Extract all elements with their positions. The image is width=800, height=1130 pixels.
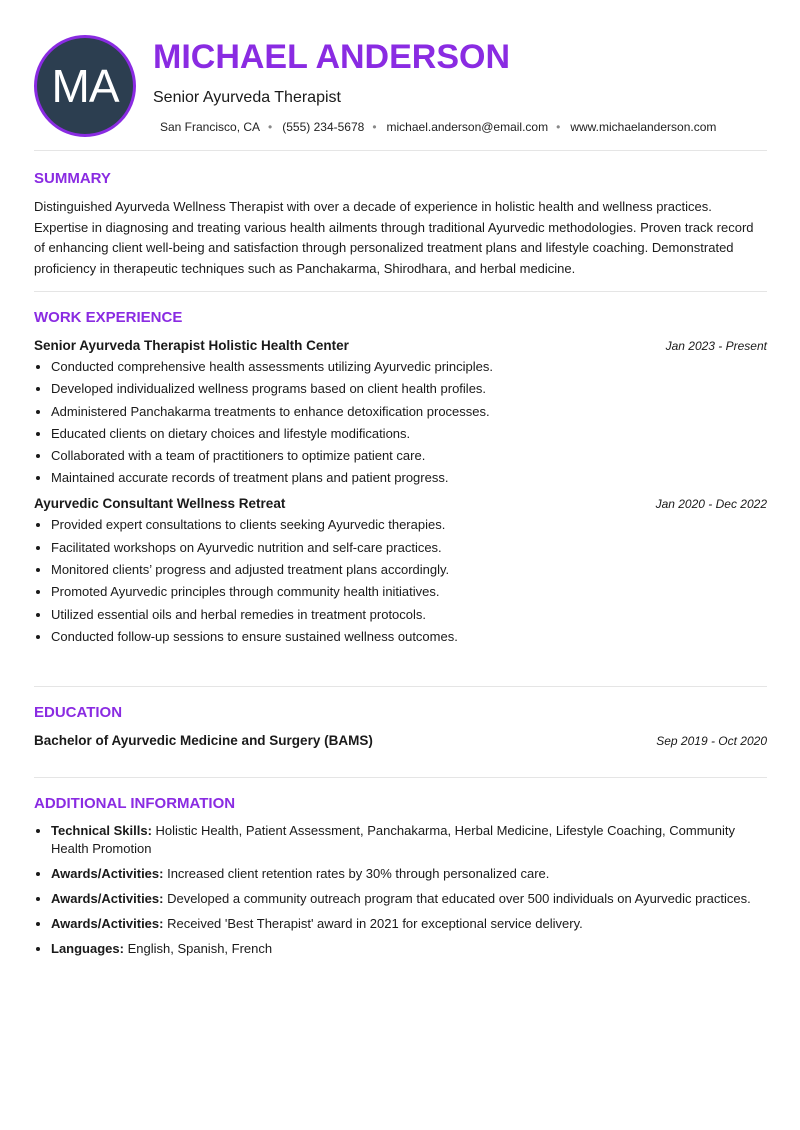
item-label: Awards/Activities: <box>51 916 164 931</box>
additional-item <box>51 915 767 933</box>
job-bullet: • Conducted follow-up sessions to ensure sustained wellness outcomes. <box>51 628 767 646</box>
job-bullet: • Facilitated workshops on Ayurvedic nutrition and self-care practices. <box>51 539 767 557</box>
job-bullet: • Maintained accurate records of treatment plans and patient progress. <box>51 469 767 487</box>
divider <box>34 291 767 292</box>
additional-item <box>51 940 767 958</box>
divider <box>34 777 767 778</box>
item-text: English, Spanish, French <box>123 941 273 956</box>
job-role: Senior Ayurveda Therapist Holistic Health Center <box>34 338 349 353</box>
section-heading: SUMMARY <box>34 170 111 187</box>
job-bullet: • Conducted comprehensive health assessments utilizing Ayurvedic principles. <box>51 358 767 376</box>
additional-item <box>51 822 767 858</box>
job-entry <box>34 338 767 487</box>
education-section <box>34 704 767 748</box>
avatar: MA <box>34 35 136 137</box>
job-bullet: • Promoted Ayurvedic principles through community health initiatives. <box>51 583 767 601</box>
job-bullet: • Administered Panchakarma treatments to enhance detoxification processes. <box>51 403 767 421</box>
job-entry <box>34 496 767 645</box>
contact-location: San Francisco, CA <box>160 120 261 134</box>
item-text: Holistic Health, Patient Assessment, Panchakarma, Herbal Medicine, Lifestyle Coaching, Community Health Promotion <box>51 823 736 856</box>
separator-dot: • <box>268 120 273 134</box>
contact-phone: (555) 234-5678 <box>282 120 365 134</box>
divider <box>34 150 767 151</box>
job-bullet: • Monitored clients’ progress and adjusted treatment plans accordingly. <box>51 561 767 579</box>
section-heading: EDUCATION <box>34 704 123 721</box>
job-title: Senior Ayurveda Therapist <box>153 89 341 106</box>
item-text: Developed a community outreach program that educated over 500 individuals on Ayurvedic practices. <box>163 891 751 906</box>
divider <box>34 686 767 687</box>
job-role: Ayurvedic Consultant Wellness Retreat <box>34 496 286 512</box>
summary-section <box>34 170 767 279</box>
resume-header <box>0 0 800 150</box>
job-bullet: • Educated clients on dietary choices and lifestyle modifications. <box>51 425 767 443</box>
additional-item <box>51 890 767 908</box>
item-label: Languages: <box>51 941 124 956</box>
job-header <box>34 496 767 511</box>
job-bullet: • Utilized essential oils and herbal remedies in treatment protocols. <box>51 606 767 624</box>
job-date: Jan 2023 - Present <box>665 339 767 353</box>
degree: Bachelor of Ayurvedic Medicine and Surgery (BAMS) <box>34 733 373 748</box>
item-text: Received 'Best Therapist' award in 2021 for exceptional service delivery. <box>163 916 583 931</box>
job-bullet: • Collaborated with a team of practitioners to optimize patient care. <box>51 447 767 465</box>
section-heading: ADDITIONAL INFORMATION <box>34 795 236 812</box>
education-date: Sep 2019 - Oct 2020 <box>656 734 767 748</box>
item-label: Awards/Activities: <box>51 866 164 881</box>
experience-section <box>34 309 767 650</box>
job-bullet: • Developed individualized wellness programs based on client health profiles. <box>51 380 767 398</box>
contact-email[interactable]: michael.anderson@email.com <box>386 120 549 134</box>
job-bullet: • Provided expert consultations to clients seeking Ayurvedic therapies. <box>51 516 767 534</box>
separator-dot: • <box>372 120 377 134</box>
job-date: Jan 2020 - Dec 2022 <box>655 497 767 512</box>
section-heading: WORK EXPERIENCE <box>34 309 183 326</box>
item-text: Increased client retention rates by 30% through personalized care. <box>163 866 550 881</box>
additional-section <box>34 795 767 965</box>
contact-website[interactable]: www.michaelanderson.com <box>570 120 717 134</box>
item-label: Technical Skills: <box>51 823 152 838</box>
job-header <box>34 338 767 353</box>
candidate-name: MICHAEL ANDERSON <box>153 38 511 76</box>
separator-dot: • <box>556 120 561 134</box>
education-entry <box>34 733 767 748</box>
additional-item <box>51 865 767 883</box>
summary-text: Distinguished Ayurveda Wellness Therapist with over a decade of experience in holistic health and wellness practices. Expertise in diagnosing and treating various health ailments through traditional Ayurvedic methodologies. Proven track record of enhancing client well-being and satisfaction through personalized treatment plans and lifestyle coaching. Demonstrated proficiency in therapeutic techniques such as Panchakarma, Shirodhara, and herbal medicine. <box>34 199 754 276</box>
item-label: Awards/Activities: <box>51 891 164 906</box>
contact-info <box>160 120 716 134</box>
